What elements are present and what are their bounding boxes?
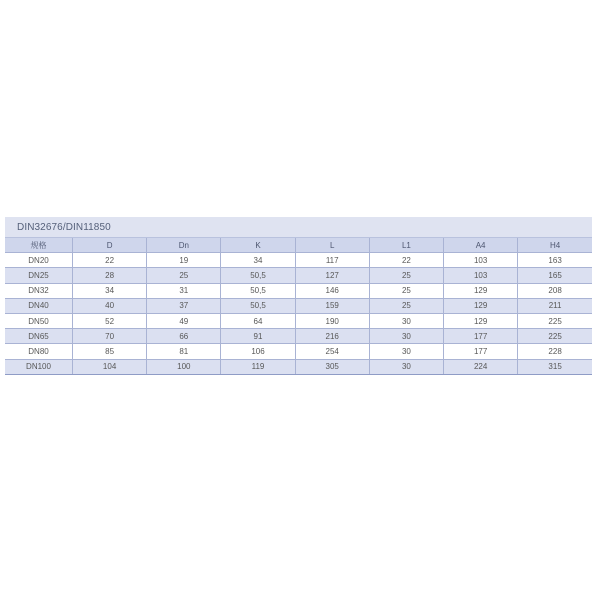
cell-k: 119: [221, 359, 295, 374]
cell-k: 34: [221, 253, 295, 268]
cell-a4: 129: [444, 283, 518, 298]
cell-a4: 177: [444, 344, 518, 359]
cell-spec: DN65: [5, 329, 73, 344]
cell-k: 91: [221, 329, 295, 344]
header-cell-d: D: [73, 238, 147, 253]
cell-dn: 66: [147, 329, 221, 344]
table-row: [5, 298, 592, 313]
cell-dn: 100: [147, 359, 221, 374]
header-cell-k: K: [221, 238, 295, 253]
cell-dn: 25: [147, 268, 221, 283]
cell-l: 254: [295, 344, 369, 359]
cell-spec: DN20: [5, 253, 73, 268]
cell-h4: 163: [518, 253, 592, 268]
cell-d: 52: [73, 313, 147, 328]
cell-spec: DN50: [5, 313, 73, 328]
table-title: DIN32676/DIN11850: [5, 217, 592, 238]
header-cell-dn: Dn: [147, 238, 221, 253]
header-cell-a4: A4: [444, 238, 518, 253]
cell-h4: 208: [518, 283, 592, 298]
cell-l: 305: [295, 359, 369, 374]
cell-l: 146: [295, 283, 369, 298]
cell-k: 106: [221, 344, 295, 359]
table-row: [5, 268, 592, 283]
table-body: [5, 253, 592, 375]
header-cell-l1: L1: [369, 238, 443, 253]
cell-a4: 129: [444, 313, 518, 328]
cell-spec: DN25: [5, 268, 73, 283]
cell-d: 104: [73, 359, 147, 374]
cell-dn: 49: [147, 313, 221, 328]
cell-k: 50,5: [221, 298, 295, 313]
cell-h4: 225: [518, 313, 592, 328]
cell-a4: 177: [444, 329, 518, 344]
cell-d: 85: [73, 344, 147, 359]
cell-l: 127: [295, 268, 369, 283]
table-row: [5, 313, 592, 328]
cell-a4: 103: [444, 268, 518, 283]
cell-spec: DN32: [5, 283, 73, 298]
table-row: [5, 253, 592, 268]
table-header-row: [5, 238, 592, 253]
cell-d: 70: [73, 329, 147, 344]
cell-a4: 103: [444, 253, 518, 268]
cell-k: 64: [221, 313, 295, 328]
header-cell-h4: H4: [518, 238, 592, 253]
cell-h4: 211: [518, 298, 592, 313]
cell-h4: 228: [518, 344, 592, 359]
cell-dn: 19: [147, 253, 221, 268]
spec-table-block: [5, 217, 592, 375]
cell-dn: 31: [147, 283, 221, 298]
cell-d: 40: [73, 298, 147, 313]
table-row: [5, 344, 592, 359]
spec-table: [5, 238, 592, 375]
cell-spec: DN80: [5, 344, 73, 359]
cell-h4: 165: [518, 268, 592, 283]
cell-l1: 25: [369, 283, 443, 298]
cell-dn: 37: [147, 298, 221, 313]
table-row: [5, 283, 592, 298]
cell-dn: 81: [147, 344, 221, 359]
cell-d: 22: [73, 253, 147, 268]
cell-l1: 22: [369, 253, 443, 268]
cell-spec: DN100: [5, 359, 73, 374]
cell-k: 50,5: [221, 283, 295, 298]
cell-d: 28: [73, 268, 147, 283]
cell-l1: 30: [369, 329, 443, 344]
cell-h4: 225: [518, 329, 592, 344]
cell-l1: 30: [369, 359, 443, 374]
cell-a4: 224: [444, 359, 518, 374]
cell-l1: 25: [369, 268, 443, 283]
cell-d: 34: [73, 283, 147, 298]
cell-l: 117: [295, 253, 369, 268]
cell-l: 159: [295, 298, 369, 313]
header-cell-l: L: [295, 238, 369, 253]
cell-h4: 315: [518, 359, 592, 374]
table-row: [5, 359, 592, 374]
cell-l1: 30: [369, 313, 443, 328]
cell-l: 216: [295, 329, 369, 344]
cell-l: 190: [295, 313, 369, 328]
cell-l1: 25: [369, 298, 443, 313]
cell-a4: 129: [444, 298, 518, 313]
header-cell-spec: 规格: [5, 238, 73, 253]
cell-l1: 30: [369, 344, 443, 359]
cell-k: 50,5: [221, 268, 295, 283]
table-row: [5, 329, 592, 344]
cell-spec: DN40: [5, 298, 73, 313]
